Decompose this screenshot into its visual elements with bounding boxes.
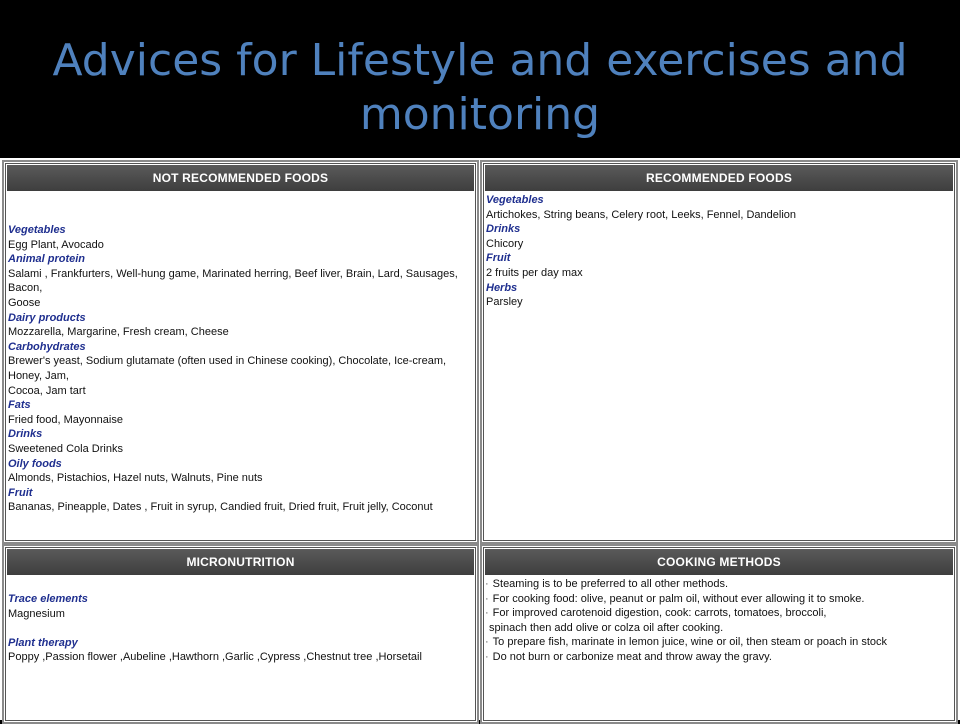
category-label: Plant therapy <box>8 636 78 649</box>
category-label: Carbohydrates <box>8 340 86 353</box>
micronutrition-header: MICRONUTRITION <box>7 549 474 575</box>
category-label: Oily foods <box>8 457 62 470</box>
category-items: Cocoa, Jam tart <box>8 384 86 397</box>
slide-title-line1: Advices for Lifestyle and exercises and <box>52 35 908 86</box>
not-recommended-panel <box>2 160 479 544</box>
slide-title-line2: monitoring <box>359 89 601 140</box>
category-label: Vegetables <box>486 194 544 206</box>
category-items: Artichokes, String beans, Celery root, Leeks, Fennel, Dandelion <box>486 208 796 221</box>
category-items: Bananas, Pineapple, Dates , Fruit in syrup, Candied fruit, Dried fruit, Fruit jelly, Coconut <box>8 501 433 514</box>
category-label: Fruit <box>486 252 511 265</box>
not-recommended-body <box>4 191 477 515</box>
category-label: Animal protein <box>8 253 86 266</box>
cooking-tip-continued: spinach then add olive or colza oil after cooking. <box>489 621 724 634</box>
category-items: Poppy ,Passion flower ,Aubeline ,Hawthorn ,Garlic ,Cypress ,Chestnut tree ,Horsetail <box>8 651 422 664</box>
category-label: Dairy products <box>8 311 86 324</box>
cooking-methods-body <box>482 575 956 665</box>
cooking-tip: · For cooking food: olive, peanut or palm oil, without ever allowing it to smoke. <box>485 592 956 607</box>
category-label: Drinks <box>486 223 521 236</box>
category-label: Herbs <box>486 281 518 294</box>
category-items: Goose <box>8 296 41 309</box>
category-items: Brewer's yeast, Sodium glutamate (often used in Chinese cooking), Chocolate, Ice-cream, Honey, Jam, <box>8 355 447 382</box>
category-items: 2 fruits per day max <box>486 266 583 279</box>
micronutrition-panel <box>2 544 479 724</box>
cooking-methods-header: COOKING METHODS <box>485 549 953 575</box>
category-items: Fried food, Mayonnaise <box>8 413 123 426</box>
category-items: Parsley <box>486 296 523 309</box>
category-items: Salami , Frankfurters, Well-hung game, Marinated herring, Beef liver, Brain, Lard, Sausages, Bacon, <box>8 267 458 295</box>
recommended-panel <box>480 160 958 544</box>
category-label: Fruit <box>8 486 33 499</box>
content-area <box>0 158 960 720</box>
cooking-tip: · For improved carotenoid digestion, cook: carrots, tomatoes, broccoli, <box>485 606 956 621</box>
category-label: Fats <box>8 399 31 412</box>
slide-title <box>0 0 960 158</box>
recommended-header: RECOMMENDED FOODS <box>485 165 953 191</box>
cooking-tip: · Do not burn or carbonize meat and throw away the gravy. <box>485 650 956 665</box>
category-items: Sweetened Cola Drinks <box>8 442 123 455</box>
category-items: Chicory <box>486 237 524 250</box>
cooking-tip: · Steaming is to be preferred to all other methods. <box>485 577 956 592</box>
category-items: Egg Plant, Avocado <box>8 238 104 251</box>
category-label: Drinks <box>8 428 43 441</box>
category-label: Trace elements <box>8 593 88 605</box>
category-items: Magnesium <box>8 607 65 620</box>
micronutrition-body <box>4 575 477 665</box>
recommended-body <box>482 191 956 310</box>
category-label: Vegetables <box>8 224 66 236</box>
category-items: Almonds, Pistachios, Hazel nuts, Walnuts, Pine nuts <box>8 472 263 485</box>
cooking-methods-panel <box>480 544 958 724</box>
not-recommended-header: NOT RECOMMENDED FOODS <box>7 165 474 191</box>
cooking-tip: · To prepare fish, marinate in lemon juice, wine or oil, then steam or poach in stock <box>485 635 956 650</box>
category-items: Mozzarella, Margarine, Fresh cream, Cheese <box>8 326 229 339</box>
